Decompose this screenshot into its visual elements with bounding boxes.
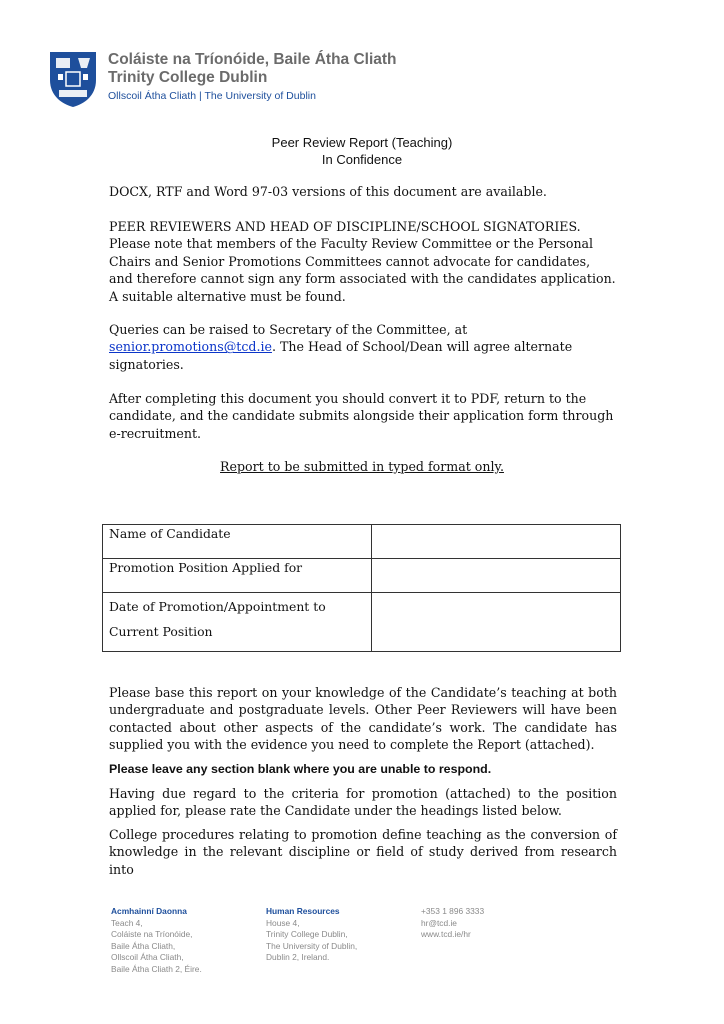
confidential-label: In Confidence [321, 152, 403, 167]
footer-phone: +353 1 896 3333 [421, 906, 485, 916]
rating-instruction: Having due regard to the criteria for promotion (attached) to the position applied for, please rate the Candidate under the headings listed below. [109, 786, 617, 819]
candidate-info-table [102, 524, 621, 652]
candidate-name-label: Name of Candidate [103, 525, 372, 559]
footer-irish-heading: Acmhainní Daonna [111, 906, 187, 916]
footer-line: Ollscoil Átha Cliath, [111, 952, 184, 962]
footer-english-address [266, 906, 357, 964]
footer-line: Trinity College Dublin, [266, 929, 348, 939]
college-english-name: Trinity College Dublin [108, 69, 268, 86]
document-title: Peer Review Report (Teaching) [271, 135, 453, 150]
committee-email-link[interactable]: senior.promotions@tcd.ie [109, 339, 272, 355]
footer-english-heading: Human Resources [266, 906, 340, 916]
table-row [103, 559, 621, 593]
position-applied-field[interactable] [372, 559, 621, 593]
footer-line: Baile Átha Cliath 2, Éire. [111, 963, 202, 974]
footer-line: Dublin 2, Ireland. [266, 952, 330, 962]
tcd-crest-icon [48, 50, 98, 108]
queries-note [109, 321, 617, 373]
position-applied-label: Promotion Position Applied for [103, 559, 372, 593]
footer-line: Teach 4, [111, 917, 143, 928]
footer-line: House 4, [266, 917, 300, 928]
teaching-definition-paragraph: College procedures relating to promotion define teaching as the conversion of knowledge in the relevant discipline or field of study derived from research into [109, 827, 617, 877]
table-row [103, 593, 621, 652]
footer-line: The University of Dublin, [266, 940, 358, 951]
queries-text-after: . The Head of School/Dean will agree alternate signatories. [109, 339, 573, 372]
footer-irish-address [111, 906, 202, 975]
university-line: Ollscoil Átha Cliath | The University of Dublin [108, 90, 316, 102]
footer-line: Coláiste na Tríonóide, [111, 929, 193, 939]
footer-website-link[interactable]: www.tcd.ie/hr [421, 929, 471, 939]
blank-section-instruction: Please leave any section blank where you are unable to respond. [109, 762, 492, 776]
appointment-date-field[interactable] [372, 593, 621, 652]
submission-instructions: After completing this document you should convert it to PDF, return to the candidate, and the candidate submits alongside their application form through e-recruitment. [109, 391, 614, 441]
appointment-date-label: Date of Promotion/Appointment to Current Position [103, 593, 372, 652]
footer-line: Baile Átha Cliath, [111, 940, 176, 951]
signatories-note: PEER REVIEWERS AND HEAD OF DISCIPLINE/SCHOOL SIGNATORIES. Please note that members of the Faculty Review Committee or the Personal Chairs and Senior Promotions Committees cannot advocate for candidates, and therefore cannot sign any form associated with the candidates application. A suitable alternative must be found. [109, 219, 616, 304]
versions-note: DOCX, RTF and Word 97-03 versions of this document are available. [109, 184, 547, 199]
queries-text: Queries can be raised to Secretary of the Committee, at [109, 322, 468, 337]
college-irish-name: Coláiste na Tríonóide, Baile Átha Cliath [108, 51, 397, 68]
typed-format-note: Report to be submitted in typed format only. [220, 459, 504, 474]
letterhead [48, 50, 448, 110]
footer-email-link[interactable]: hr@tcd.ie [421, 917, 457, 928]
report-basis-paragraph: Please base this report on your knowledge of the Candidate’s teaching at both undergraduate and postgraduate levels. Other Peer Reviewers will have been contacted about other aspects of the candidate’s work. The candidate has supplied you with the evidence you need to complete the Report (attached). [109, 685, 617, 753]
table-row [103, 525, 621, 559]
footer-contact [421, 906, 484, 941]
candidate-name-field[interactable] [372, 525, 621, 559]
